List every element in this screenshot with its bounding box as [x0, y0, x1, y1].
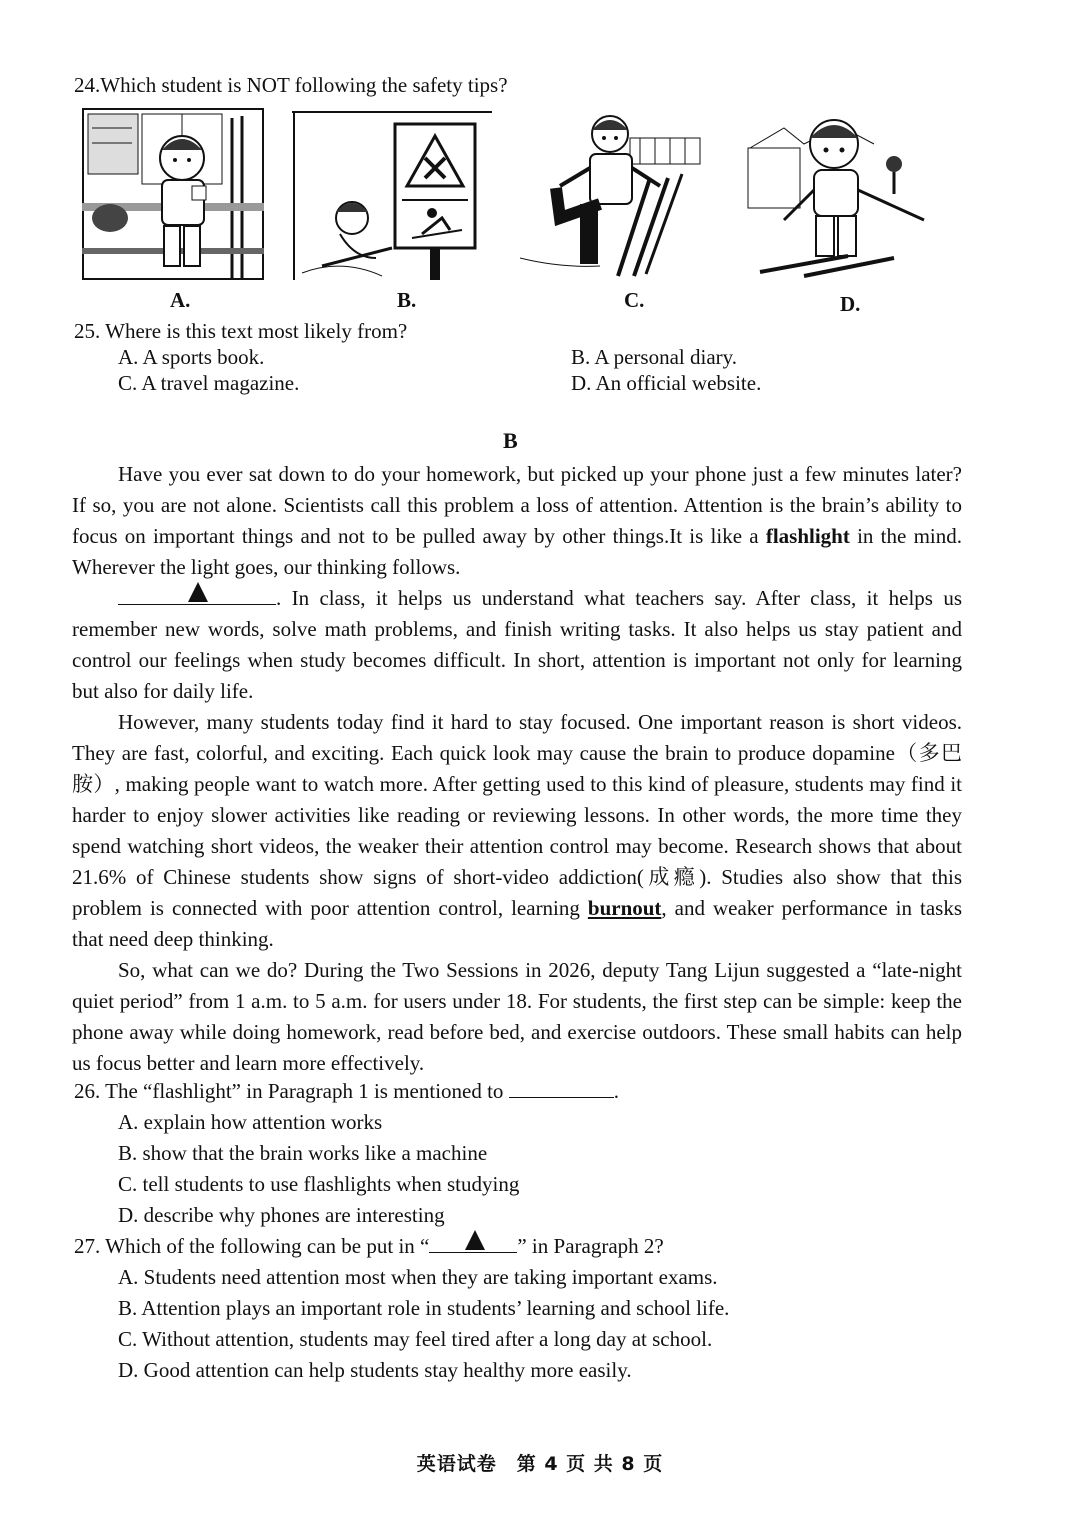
q26-option-a: A. explain how attention works: [118, 1110, 383, 1134]
question-27-pre: 27. Which of the following can be put in “: [74, 1234, 430, 1258]
q26-option-b: B. show that the brain works like a machine: [118, 1141, 488, 1165]
burnout-word: burnout: [587, 896, 662, 920]
paragraph-3-text: However, many students today find it hard to stay focused. One important reason is short videos. They are fast, colorful, and exciting. Each quick look may cause the brain to produce dopamine（多巴胺）, making people want to watch more. After getting used to this kind of pleasure, students may find it harder to enjoy slower activities like reading or reviewing lessons. In other words, the more time they spend watching short videos, the weaker their attention control may become. Research shows that about 21.6% of Chinese students show signs of short-video addiction(成瘾). Studies also show that this problem is connected with poor attention control, learning: [72, 710, 962, 920]
paragraph-4-text: So, what can we do? During the Two Sessions in 2026, deputy Tang Lijun suggested a “late-night quiet period” from 1 a.m. to 5 a.m. for users under 18. For students, the first step can be simple: keep the phone away while doing homework, read before bed, and exercise outdoors. These small habits can help us focus better and learn more effectively.: [72, 958, 962, 1075]
question-26-text: 26. The “flashlight” in Paragraph 1 is mentioned to: [74, 1079, 504, 1103]
question-24: 24.Which student is NOT following the safety tips?: [74, 73, 508, 97]
picture-label-a: A.: [170, 288, 191, 312]
paragraph-3-end: , and weaker performance in tasks that need deep thinking.: [72, 896, 963, 951]
picture-b-warning-sign: [292, 108, 492, 280]
q27-option-d: D. Good attention can help students stay healthy more easily.: [118, 1358, 632, 1382]
q25-option-c: C. A travel magazine.: [118, 371, 300, 395]
question-25: 25. Where is this text most likely from?: [74, 319, 408, 343]
paragraph-4: [72, 955, 962, 1079]
q27-option-b: B. Attention plays an important role in students’ learning and school life.: [118, 1296, 730, 1320]
answer-blank-26: [509, 1079, 614, 1098]
paragraph-1-text: Have you ever sat down to do your homework, but picked up your phone just a few minutes later? If so, you are not alone. Scientists call this problem a loss of attention. Attention is the brain’s ability to focus on important things and not to be pulled away by other things.It is like a: [72, 462, 962, 548]
answer-blank-27: [118, 586, 276, 605]
picture-d-skier-skiing: [744, 108, 940, 284]
paragraph-1-end: in the mind. Wherever the light goes, our thinking follows.: [72, 524, 962, 579]
paragraph-1: [72, 459, 962, 583]
triangle-icon: [465, 1230, 485, 1250]
paragraph-2-text: . In class, it helps us understand what teachers say. After class, it helps us remember new words, solve math problems, and finish writing tasks. It also helps us stay patient and control our feelings when study becomes difficult. In short, attention is important not only for learning but also for daily life.: [72, 586, 962, 703]
q27-option-c: C. Without attention, students may feel tired after a long day at school.: [118, 1327, 713, 1351]
section-heading: B: [503, 428, 518, 453]
reading-passage: [72, 459, 962, 1079]
q27-option-a: A. Students need attention most when they are taking important exams.: [118, 1265, 718, 1289]
picture-label-b: B.: [397, 288, 417, 312]
paragraph-2: [72, 583, 962, 707]
flashlight-word: flashlight: [765, 524, 850, 548]
question-27-post: ” in Paragraph 2?: [517, 1234, 664, 1258]
q26-option-d: D. describe why phones are interesting: [118, 1203, 445, 1227]
q26-option-c: C. tell students to use flashlights when studying: [118, 1172, 520, 1196]
question-27: [74, 1233, 664, 1259]
page-footer: 英语试卷 第 4 页 共 8 页: [416, 1453, 664, 1475]
picture-a-skier-resting: [82, 108, 264, 280]
question-26-end: .: [613, 1079, 619, 1103]
paragraph-3: [72, 707, 962, 955]
q25-option-d: D. An official website.: [571, 371, 762, 395]
q25-option-b: B. A personal diary.: [571, 345, 738, 369]
q25-option-a: A. A sports book.: [118, 345, 265, 369]
picture-label-d: D.: [840, 292, 861, 316]
picture-c-skier-stretching: [520, 108, 710, 280]
answer-blank-ref: [429, 1234, 517, 1253]
question-26: [74, 1078, 619, 1104]
picture-label-c: C.: [624, 288, 645, 312]
q24-pictures: [82, 108, 942, 318]
triangle-icon: [188, 582, 208, 602]
